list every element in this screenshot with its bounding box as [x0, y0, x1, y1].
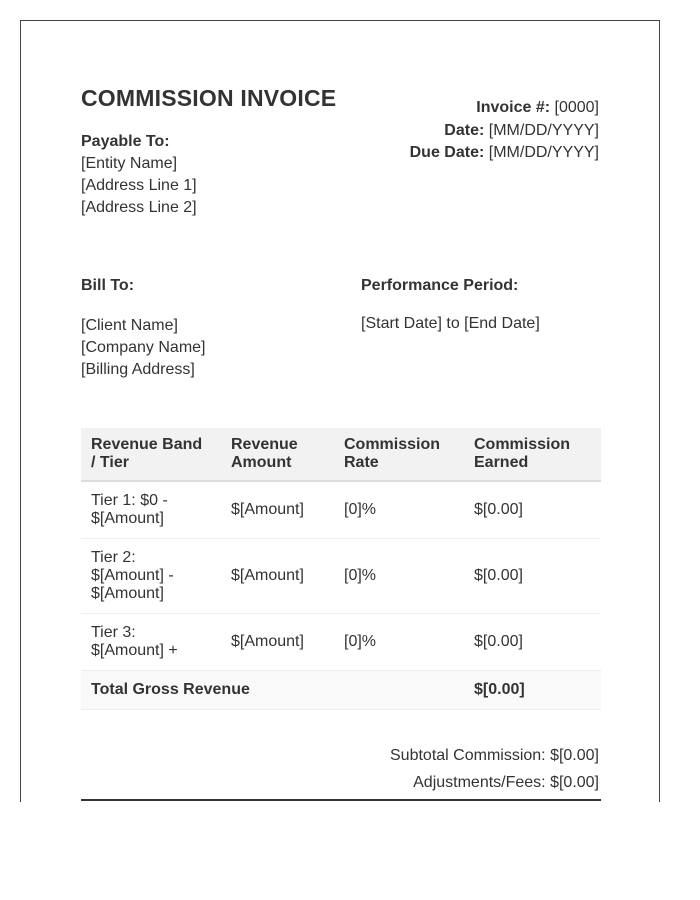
performance-period-value: [Start Date] to [End Date] — [361, 315, 540, 332]
total-row — [81, 670, 601, 709]
invoice-date-row — [410, 120, 599, 143]
adjustments-fees: Adjustments/Fees: $[0.00] — [413, 774, 599, 791]
due-date-value: [MM/DD/YYYY] — [488, 144, 599, 161]
commission-earned-cell: $[0.00] — [464, 538, 601, 613]
invoice-meta — [410, 97, 599, 165]
commission-rate-cell: [0]% — [334, 613, 464, 670]
commission-table — [81, 428, 601, 710]
payable-to-block — [81, 131, 197, 219]
commission-rate-cell: [0]% — [334, 481, 464, 538]
commission-earned-cell: $[0.00] — [464, 613, 601, 670]
tier-cell: Tier 2: $[Amount] - $[Amount] — [81, 538, 221, 613]
payable-to-entity: [Entity Name] — [81, 155, 178, 172]
summary-divider — [81, 799, 601, 801]
bill-to-client: [Client Name] — [81, 317, 178, 334]
bill-to-block — [81, 315, 206, 381]
revenue-amount-cell: $[Amount] — [221, 481, 334, 538]
total-value: $[0.00] — [464, 670, 601, 709]
header-revenue-amount: Revenue Amount — [221, 428, 334, 481]
bill-to-company: [Company Name] — [81, 339, 206, 356]
tier-cell: Tier 3: $[Amount] + — [81, 613, 221, 670]
due-date-label: Due Date: — [409, 144, 485, 161]
invoice-number-label: Invoice #: — [476, 99, 551, 116]
summary-block — [390, 742, 599, 796]
payable-to-label: Payable To: — [81, 133, 170, 150]
table-header-row — [81, 428, 601, 481]
revenue-amount-cell: $[Amount] — [221, 538, 334, 613]
payable-to-address-2: [Address Line 2] — [81, 199, 197, 216]
subtotal-commission: Subtotal Commission: $[0.00] — [390, 747, 599, 764]
header-commission-earned: Commission Earned — [464, 428, 601, 481]
bill-to-label: Bill To: — [81, 277, 135, 294]
performance-period-label: Performance Period: — [361, 277, 519, 294]
table-row — [81, 481, 601, 538]
commission-rate-cell: [0]% — [334, 538, 464, 613]
invoice-number-row — [410, 97, 599, 120]
invoice-number-value: [0000] — [554, 99, 599, 116]
header-commission-rate: Commission Rate — [334, 428, 464, 481]
invoice-page — [20, 20, 660, 802]
table-row — [81, 613, 601, 670]
commission-earned-cell: $[0.00] — [464, 481, 601, 538]
header-revenue-band: Revenue Band / Tier — [81, 428, 221, 481]
due-date-row — [410, 142, 599, 165]
total-label: Total Gross Revenue — [81, 670, 464, 709]
invoice-date-value: [MM/DD/YYYY] — [488, 121, 599, 139]
invoice-date-label: Date: — [444, 121, 485, 139]
table-row — [81, 538, 601, 613]
invoice-title: COMMISSION INVOICE — [81, 85, 337, 111]
bill-to-address: [Billing Address] — [81, 361, 195, 378]
revenue-amount-cell: $[Amount] — [221, 613, 334, 670]
tier-cell: Tier 1: $0 - $[Amount] — [81, 481, 221, 538]
payable-to-address-1: [Address Line 1] — [81, 177, 197, 194]
